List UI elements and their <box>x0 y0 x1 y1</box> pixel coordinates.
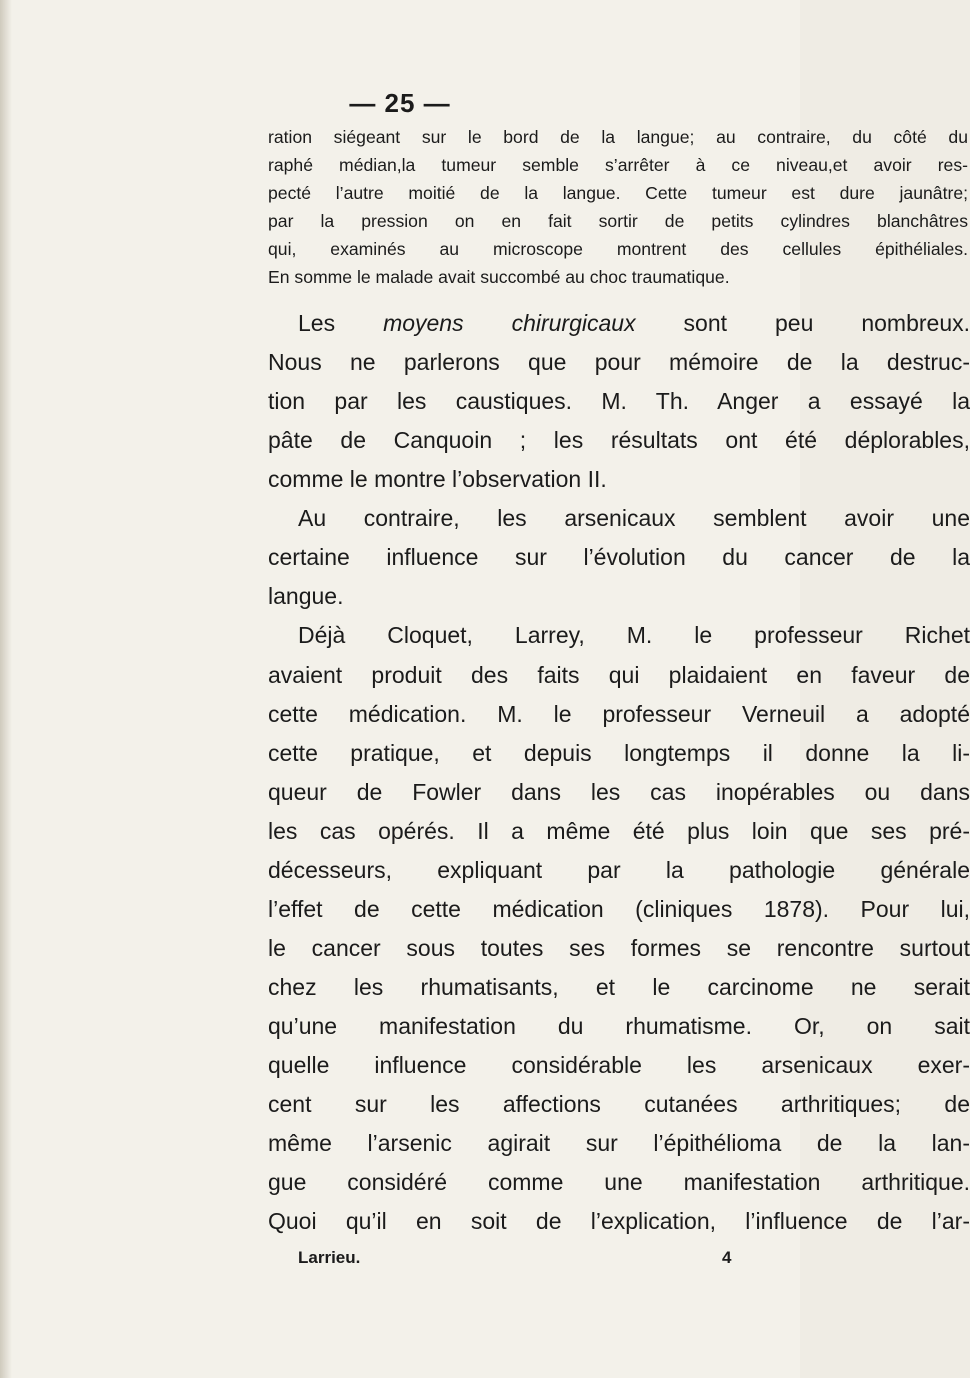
text-run: Les <box>298 310 384 336</box>
body-text-line: certaine influence sur l’évolution du cancer de la <box>268 544 970 570</box>
italic-phrase: moyens chirurgicaux <box>383 310 636 336</box>
body-text-line: qu’une manifestation du rhumatisme. Or, on sait <box>268 1013 970 1039</box>
sheet-number: 4 <box>722 1248 732 1267</box>
body-text-line: Déjà Cloquet, Larrey, M. le professeur Richet <box>298 622 970 648</box>
body-text-line <box>298 308 970 338</box>
small-text-line: par la pression on en fait sortir de petits cylindres blanchâtres <box>268 211 968 231</box>
body-text-line: gue considéré comme une manifestation arthritique. <box>268 1169 970 1195</box>
body-text-line: le cancer sous toutes ses formes se rencontre surtout <box>268 935 970 961</box>
body-text-line: l’effet de cette médication (cliniques 1878). Pour lui, <box>268 896 970 922</box>
body-text-line: langue. <box>268 583 344 609</box>
body-text-line: cette pratique, et depuis longtemps il donne la li- <box>268 740 970 766</box>
body-text-line: comme le montre l’observation II. <box>268 466 607 492</box>
small-text-line: raphé médian,la tumeur semble s’arrêter à ce niveau,et avoir res- <box>268 155 968 175</box>
body-text-line: quelle influence considérable les arsenicaux exer- <box>268 1052 970 1078</box>
body-text-line: avaient produit des faits qui plaidaient en faveur de <box>268 662 970 688</box>
body-text-line: pâte de Canquoin ; les résultats ont été déplorables, <box>268 427 970 453</box>
page-footer <box>298 1248 958 1268</box>
printer-signature: Larrieu. <box>298 1248 361 1267</box>
small-text-line: ration siégeant sur le bord de la langue; au contraire, du côté du <box>268 127 968 147</box>
body-text-line: même l’arsenic agirait sur l’épithélioma de la lan- <box>268 1130 970 1156</box>
body-text-line: cette médication. M. le professeur Verneuil a adopté <box>268 701 970 727</box>
small-text-line: pecté l’autre moitié de la langue. Cette tumeur est dure jaunâtre; <box>268 183 968 203</box>
small-text-line: En somme le malade avait succombé au choc traumatique. <box>268 267 730 287</box>
text-run: sont peu nombreux. <box>635 310 970 336</box>
body-text-line: cent sur les affections cutanées arthritiques; de <box>268 1091 970 1117</box>
body-text-line: tion par les caustiques. M. Th. Anger a essayé la <box>268 388 970 414</box>
page-edge-shadow <box>0 0 12 1378</box>
small-text-line: qui, examinés au microscope montrent des cellules épithéliales. <box>268 239 968 259</box>
body-text-line: chez les rhumatisants, et le carcinome ne serait <box>268 974 970 1000</box>
body-text-line: Nous ne parlerons que pour mémoire de la destruc- <box>268 349 970 375</box>
body-text-line: queur de Fowler dans les cas inopérables ou dans <box>268 779 970 805</box>
body-text-line: les cas opérés. Il a même été plus loin que ses pré- <box>268 818 970 844</box>
body-text-line: Quoi qu’il en soit de l’explication, l’influence de l’ar- <box>268 1208 970 1234</box>
body-text-line: décesseurs, expliquant par la pathologie générale <box>268 857 970 883</box>
body-text-line: Au contraire, les arsenicaux semblent avoir une <box>298 505 970 531</box>
page-number: — 25 — <box>349 88 451 118</box>
